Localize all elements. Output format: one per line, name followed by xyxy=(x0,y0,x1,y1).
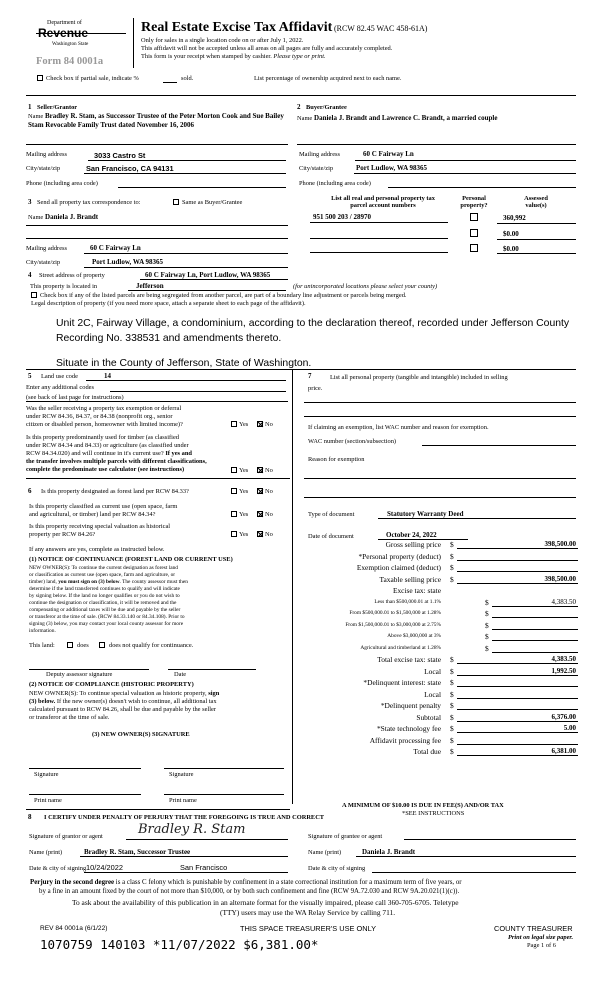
calc-label: Excise tax: state xyxy=(392,586,441,595)
historic-yes-checkbox[interactable] xyxy=(231,531,237,537)
s3-mail-label: Mailing address xyxy=(26,245,67,252)
grantee-signature[interactable] xyxy=(404,839,576,840)
new-owner-signature-title: (3) NEW OWNER(S) SIGNATURE xyxy=(92,731,190,738)
calc-label: *Delinquent interest: state xyxy=(363,678,441,687)
current-use-q-line1: Is this property classified as current use (open space, farm xyxy=(29,503,178,510)
current-use-no-label: No xyxy=(265,511,273,518)
dollar-sign: $ xyxy=(485,621,489,630)
county-treasurer-label: COUNTY TREASURER xyxy=(494,924,573,933)
assessed-rule1 xyxy=(497,223,576,224)
land-use-label: Land use code xyxy=(41,373,78,380)
s7-title2: price. xyxy=(308,385,323,392)
calc-value[interactable]: 398,500.00 xyxy=(544,575,576,583)
calc-label: *Delinquent penalty xyxy=(380,701,441,710)
s3-number: 3 xyxy=(28,198,32,206)
tax-contact-name: Daniela J. Brandt xyxy=(45,213,99,221)
segregated-label: Check box if any of the listed parcels are being segregated from another parcel, are part of a boundary line adjustment or parcels being merged. xyxy=(40,292,407,299)
calc-value[interactable]: 1,992.50 xyxy=(551,667,576,675)
dollar-sign: $ xyxy=(450,552,454,561)
tax-contact-mail[interactable]: 60 C Fairway Ln xyxy=(90,244,141,252)
header-line3-text: This form is your receipt when stamped by cashier. xyxy=(141,53,272,60)
timber-no-checkbox[interactable] xyxy=(257,467,263,473)
personal-property-checkbox-2[interactable] xyxy=(470,229,478,237)
grantee-date-field[interactable] xyxy=(372,872,576,873)
dollar-sign: $ xyxy=(450,575,454,584)
forest-q: Is this property designated as forest land per RCW 84.33? xyxy=(41,488,189,495)
assessed-value-1[interactable]: 360,992 xyxy=(503,214,526,222)
forest-no-label: No xyxy=(265,488,273,495)
seller-name: Bradley R. Stam, as Successor Trustee of the Peter Morton Cook and Sue Bailey Stam Revocable Family Trust dated November 16, 2006 xyxy=(28,112,284,129)
dollar-sign: $ xyxy=(450,678,454,687)
dollar-sign: $ xyxy=(485,644,489,653)
assessed-value-2[interactable]: $0.00 xyxy=(503,230,519,238)
calc-value[interactable]: 398,500.00 xyxy=(544,540,576,548)
doc-type-rule xyxy=(378,518,576,519)
land-does-label: does xyxy=(77,642,89,649)
calc-value-rule xyxy=(492,606,578,607)
timber-q-line3-text: RCW 84.34.020) and will continue in it's current use? xyxy=(26,450,164,457)
compliance-title: (2) NOTICE OF COMPLIANCE (HISTORIC PROPERTY) xyxy=(29,681,194,688)
continuance-text-9: signing (3) below, you may contact your local county assessor for more xyxy=(29,621,184,627)
calc-label: Total due xyxy=(413,747,441,756)
s7-number: 7 xyxy=(308,372,312,380)
perjury-text1: is a class C felony which is punishable by confinement in a state correctional institution for a maximum term of five years, or xyxy=(114,879,462,886)
s3-name-rule2 xyxy=(26,238,288,239)
buyer-name: Daniela J. Brandt and Lawrence C. Brandt, a married couple xyxy=(314,114,498,122)
personal-property-field-2[interactable] xyxy=(304,416,576,417)
calc-label: From $1,500,000.01 to $3,000,000 at 2.75% xyxy=(345,622,441,628)
personal-col-header1: Personal xyxy=(462,195,486,202)
s2-mail-label: Mailing address xyxy=(299,151,340,158)
timber-no-label: No xyxy=(265,467,273,474)
current-use-no-checkbox[interactable] xyxy=(257,511,263,517)
calc-label: Taxable selling price xyxy=(379,575,441,584)
forest-no-checkbox[interactable] xyxy=(257,488,263,494)
historic-no-label: No xyxy=(265,531,273,538)
deputy-date-label: Date xyxy=(174,671,187,678)
grantor-sign-date[interactable]: 10/24/2022 xyxy=(86,863,123,872)
grantor-date-label: Date & city of signing xyxy=(29,865,87,872)
calc-value[interactable]: 5.00 xyxy=(563,724,576,732)
calc-label: Total excise tax: state xyxy=(377,655,441,664)
continuance-text-8: or transferor at the time of sale. (RCW 84.33.140 or 84.34.108). Prior to xyxy=(29,614,185,620)
calc-value-rule xyxy=(457,721,578,722)
s5-bottom-rule xyxy=(26,478,290,479)
s2-mail-rule xyxy=(355,160,576,161)
timber-q-line3 xyxy=(26,450,192,457)
parcel-rule1 xyxy=(310,222,448,223)
certification-statement: I CERTIFY UNDER PENALTY OF PERJURY THAT THE FOREGOING IS TRUE AND CORRECT xyxy=(44,814,325,821)
exemption-reason-field-2[interactable] xyxy=(304,497,576,498)
dor-logo-state: Washington State xyxy=(52,41,89,47)
s3-city-label: City/state/zip xyxy=(26,259,61,266)
assessed-col-header1: Assessed xyxy=(524,195,548,202)
dollar-sign: $ xyxy=(450,713,454,722)
tax-contact-city[interactable]: Port Ludlow, WA 98365 xyxy=(92,258,164,266)
additional-codes-label: Enter any additional codes xyxy=(26,384,94,391)
calc-value-rule xyxy=(457,583,578,584)
county-rule xyxy=(128,290,286,291)
current-use-q-line2: and agricultural, or timber) land per RCW 84.34? xyxy=(29,511,156,518)
s4-number: 4 xyxy=(28,271,32,279)
personal-property-checkbox-3[interactable] xyxy=(470,244,478,252)
legal-description-label: Legal description of property (if you need more space, attach a separate sheet to each page of the affidavit). xyxy=(31,300,306,307)
historic-yes-label: Yes xyxy=(239,531,249,538)
county-field[interactable]: Jefferson xyxy=(136,282,164,290)
wac-field[interactable] xyxy=(422,445,576,446)
compliance-text-4: or transferor at the time of sale. xyxy=(29,714,110,721)
perjury-bold: Perjury in the second degree xyxy=(30,879,115,886)
parcel-number-1[interactable]: 951 500 203 / 28970 xyxy=(313,213,371,221)
land-does-checkbox[interactable] xyxy=(67,642,73,648)
title-text: Real Estate Excise Tax Affidavit xyxy=(141,20,333,35)
s1-name-label: Name xyxy=(28,113,44,120)
land-does-not-checkbox[interactable] xyxy=(99,642,105,648)
calc-value-rule xyxy=(457,663,578,664)
grantor-signature[interactable]: Bradley R. Stam xyxy=(138,822,246,837)
legal-size-note: Print on legal size paper. xyxy=(508,934,574,941)
calc-value-rule xyxy=(457,571,578,572)
s3-city-rule xyxy=(84,267,288,268)
s2-title: Buyer/Grantee xyxy=(306,104,347,111)
continuance-text-2: or classification as current use (open space, farm and agriculture, or xyxy=(29,572,176,578)
located-label: This property is located in xyxy=(30,283,98,290)
form-title xyxy=(141,20,427,36)
calc-label: Local xyxy=(424,667,441,676)
signature-label-1: Signature xyxy=(34,771,59,778)
land-does-not-label: does not qualify for continuance. xyxy=(109,642,194,649)
continuance-text-3b: you must sign on (3) below xyxy=(58,579,120,585)
same-as-buyer-label: Same as Buyer/Grantee xyxy=(182,199,243,206)
exemption-q-line3: citizen or disabled person, homeowner with limited income)? xyxy=(26,421,183,428)
grantor-print-name[interactable]: Bradley R. Stam, Successor Trustee xyxy=(84,848,191,856)
column-divider xyxy=(292,370,293,804)
s5-rule xyxy=(26,401,288,402)
compliance-text-2b: If the new owner(s) doesn't wish to continue, all additional tax xyxy=(56,698,217,705)
header-line2: This affidavit will not be accepted unless all areas on all pages are fully and accurately completed. xyxy=(141,45,393,52)
timber-yes-checkbox[interactable] xyxy=(231,467,237,473)
calc-value-rule xyxy=(457,560,578,561)
rev-number: REV 84 0001a (6/1/22) xyxy=(40,925,108,932)
timber-q-line2: under RCW 84.34 and 84.33) or agriculture (as classified under xyxy=(26,442,189,449)
partial-sale-label: Check box if partial sale, indicate % xyxy=(46,75,139,82)
historic-q-line1: Is this property receiving special valuation as historical xyxy=(29,523,171,530)
s4-bottom-rule xyxy=(26,369,576,370)
unincorporated-note: (for unincorporated locations please select your county) xyxy=(293,283,438,290)
calc-value[interactable]: 4,383.50 xyxy=(551,598,576,606)
timber-q-line3-bold: If yes and xyxy=(165,450,192,457)
calc-label: Affidavit processing fee xyxy=(369,736,441,745)
dollar-sign: $ xyxy=(485,598,489,607)
calc-label: Gross selling price xyxy=(385,540,441,549)
dollar-sign: $ xyxy=(450,701,454,710)
continuance-text-7: compensating or additional taxes will be due and payable by the seller xyxy=(29,607,181,613)
calc-value-rule xyxy=(492,652,578,653)
sold-label: sold. xyxy=(181,75,194,82)
s3-mail-rule xyxy=(84,253,288,254)
calc-label: Less than $500,000.01 at 1.1% xyxy=(374,599,441,605)
new-owner-print-2[interactable] xyxy=(164,794,284,795)
new-owner-signature-2[interactable] xyxy=(164,768,284,769)
continuance-text-3c: . The county assessor must then xyxy=(119,579,188,585)
calc-label: *Personal property (deduct) xyxy=(358,552,441,561)
continuance-text-10: information. xyxy=(29,628,56,634)
grantor-sig-rule xyxy=(126,839,288,840)
doc-type-value[interactable]: Statutory Warranty Deed xyxy=(387,510,464,518)
perjury-line2: by a fine in an amount fixed by the court of not more than $10,000, or by both such confinement and fine (RCW 9A.72.030 and RCW 9A.20.021(1)(c)). xyxy=(39,888,460,895)
doc-date-label: Date of document xyxy=(308,533,354,540)
current-use-yes-label: Yes xyxy=(239,511,249,518)
alt-format-line1: To ask about the availability of this publication in an alternate format for the visually impaired, please call 360-705-6705. Teletype xyxy=(72,898,459,907)
personal-property-checkbox-1[interactable] xyxy=(470,213,478,221)
grantor-date-rule xyxy=(84,872,288,873)
seller-mail[interactable]: 3033 Castro St xyxy=(94,151,146,160)
calc-value[interactable]: 6,376.00 xyxy=(551,713,576,721)
continuance-title: (1) NOTICE OF CONTINUANCE (FOREST LAND OR CURRENT USE) xyxy=(29,556,233,563)
s5-number: 5 xyxy=(28,372,32,380)
assessed-value-3[interactable]: $0.00 xyxy=(503,245,519,253)
exemption-no-label: No xyxy=(265,421,273,428)
wac-label: WAC number (section/subsection) xyxy=(308,438,397,445)
s1-phone-label: Phone (including area code) xyxy=(26,180,98,187)
parcel-col-header1: List all real and personal property tax xyxy=(331,195,435,202)
compliance-text-2a: (3) below. xyxy=(29,698,56,705)
pct-note: List percentage of ownership acquired next to each name. xyxy=(254,75,402,82)
s3-title: Send all property tax correspondence to: xyxy=(37,199,141,206)
calc-value-rule xyxy=(457,744,578,745)
s3-name-field[interactable] xyxy=(28,213,98,221)
s4-title: Street address of property xyxy=(39,272,105,279)
compliance-text-1b: sign xyxy=(208,690,220,697)
see-back-note: (see back of last page for instructions) xyxy=(26,394,124,401)
parcel-rule2 xyxy=(310,238,448,239)
deputy-signature-label: Deputy assessor signature xyxy=(46,671,113,678)
s1-mail-label: Mailing address xyxy=(26,151,67,158)
assessed-col-header2: value(s) xyxy=(525,202,547,209)
grantee-name-label: Name (print) xyxy=(308,849,342,856)
exemption-no-checkbox[interactable] xyxy=(257,421,263,427)
deputy-signature-field[interactable] xyxy=(29,669,149,670)
personal-property-field-1[interactable] xyxy=(304,402,576,403)
compliance-text-2 xyxy=(29,698,217,705)
s4-address-rule xyxy=(140,279,288,280)
partial-pct-field[interactable] xyxy=(163,82,177,83)
grantor-name-rule xyxy=(80,856,288,857)
calc-label: Local xyxy=(424,690,441,699)
alt-format-line2: (TTY) users may use the WA Relay Service by calling 711. xyxy=(220,908,396,917)
parcel-rule3 xyxy=(310,252,448,253)
exemption-claim-label: If claiming an exemption, list WAC number and reason for exemption. xyxy=(308,424,489,431)
partial-sale-checkbox[interactable] xyxy=(37,75,43,81)
new-owner-print-1[interactable] xyxy=(29,794,141,795)
s1-title: Seller/Grantor xyxy=(37,104,78,111)
header-line3-italic: Please type or print. xyxy=(273,53,326,60)
calc-label: Above $3,000,000 at 3% xyxy=(387,633,441,639)
calc-label: Subtotal xyxy=(416,713,441,722)
dollar-sign: $ xyxy=(450,736,454,745)
assessed-rule3 xyxy=(497,253,576,254)
minimum-due-note: A MINIMUM OF $10.00 IS DUE IN FEE(S) AND/OR TAX xyxy=(342,802,504,809)
legal-description-line1[interactable]: Unit 2C, Fairway Village, a condominium, according to the declaration thereof, recorded under Jefferson County xyxy=(56,318,570,329)
timber-q-line4: the transfer involves multiple parcels with different classifications, xyxy=(26,458,207,465)
continuance-text-1: NEW OWNER(S): To continue the current designation as forest land xyxy=(29,565,178,571)
calc-value-rule xyxy=(492,629,578,630)
s2-city-label: City/state/zip xyxy=(299,165,334,172)
page-number: Page 1 of 6 xyxy=(527,942,556,949)
dor-logo-revenue: Revenue xyxy=(38,26,89,40)
s8-top-rule-left xyxy=(26,809,290,810)
see-instructions-note: *SEE INSTRUCTIONS xyxy=(402,810,465,817)
s1-city-label: City/state/zip xyxy=(26,165,61,172)
grantor-sig-label: Signature of grantor or agent xyxy=(29,833,103,840)
grantee-date-label: Date & city of signing xyxy=(308,865,366,872)
s8-number: 8 xyxy=(28,813,32,821)
calc-value[interactable]: 6,381.00 xyxy=(551,747,576,755)
doc-date-value[interactable]: October 24, 2022 xyxy=(386,531,437,539)
buyer-phone[interactable] xyxy=(388,187,576,188)
forest-yes-checkbox[interactable] xyxy=(231,488,237,494)
print-name-label-2: Print name xyxy=(169,797,197,804)
calc-value-rule xyxy=(457,686,578,687)
property-address[interactable]: 60 C Fairway Ln, Port Ludlow, WA 98365 xyxy=(145,271,271,279)
continuance-text-5: by signing below. If the land no longer qualifies or you do not wish to xyxy=(29,593,180,599)
continuance-text-3 xyxy=(29,579,188,585)
timber-q-line5: complete the predominate use calculator (see instructions) xyxy=(26,466,185,473)
dollar-sign: $ xyxy=(450,690,454,699)
header-divider xyxy=(133,18,134,68)
grantee-name-rule xyxy=(356,856,576,857)
timber-q-line1: Is this property predominantly used for timber (as classified xyxy=(26,434,179,441)
logo-rule xyxy=(36,33,126,34)
s2-phone-label: Phone (including area code) xyxy=(299,180,371,187)
grantee-print-name[interactable]: Daniela J. Brandt xyxy=(362,848,416,856)
print-name-label-1: Print name xyxy=(34,797,62,804)
buyer-name-field[interactable] xyxy=(297,114,497,122)
same-as-buyer-checkbox[interactable] xyxy=(173,199,179,205)
legal-description-line2[interactable]: Recording No. 338531 and amendments thereto. xyxy=(56,333,282,344)
forest-yes-label: Yes xyxy=(239,488,249,495)
calc-label: *State technology fee xyxy=(376,724,441,733)
compliance-text-1a: NEW OWNER(S): To continue special valuation as historic property, xyxy=(29,690,207,697)
s6-number: 6 xyxy=(28,487,32,495)
additional-codes-field[interactable] xyxy=(110,391,286,392)
s2-city-rule xyxy=(354,173,576,174)
timber-yes-label: Yes xyxy=(239,467,249,474)
parcel-col-header2: parcel account numbers xyxy=(350,202,416,209)
s3-name-rule1 xyxy=(26,225,288,226)
if-yes-note: If any answers are yes, complete as instructed below. xyxy=(29,546,165,553)
exemption-yes-label: Yes xyxy=(239,421,249,428)
buyer-mail[interactable]: 60 C Fairway Ln xyxy=(363,150,414,158)
continuance-text-3a: timber) land, xyxy=(29,579,57,585)
s1-mail-rule xyxy=(88,160,286,161)
seller-city[interactable]: San Francisco, CA 94131 xyxy=(86,164,174,173)
dollar-sign: $ xyxy=(450,655,454,664)
dollar-sign: $ xyxy=(485,632,489,641)
treasurer-stamp: 1070759 140103 *11/07/2022 $6,381.00* xyxy=(40,937,319,952)
form-number: Form 84 0001a xyxy=(36,56,104,67)
dollar-sign: $ xyxy=(450,747,454,756)
dollar-sign: $ xyxy=(450,667,454,676)
historic-q-line2: property per RCW 84.26? xyxy=(29,531,96,538)
s1-number: 1 xyxy=(28,103,32,111)
land-use-code[interactable]: 14 xyxy=(104,372,111,380)
exemption-reason-label: Reason for exemption xyxy=(308,456,365,463)
calc-value-rule xyxy=(457,698,578,699)
calc-value-rule xyxy=(457,755,578,756)
buyer-city[interactable]: Port Ludlow, WA 98365 xyxy=(356,164,428,172)
continuance-text-6: continue the designation or classification, it will be removed and the xyxy=(29,600,177,606)
perjury-line1 xyxy=(30,879,462,886)
calc-label: Agricultural and timberland at 1.28% xyxy=(360,645,441,651)
historic-no-checkbox[interactable] xyxy=(257,531,263,537)
s1-name-rule xyxy=(26,144,288,145)
legal-description-line3[interactable]: Situate in the County of Jefferson, State of Washington. xyxy=(56,358,312,369)
top-rule xyxy=(26,95,576,96)
calc-value[interactable]: 4,383.50 xyxy=(551,655,576,663)
dollar-sign: $ xyxy=(450,540,454,549)
exemption-q-line1: Was the seller receiving a property tax exemption or deferral xyxy=(26,405,182,412)
calc-value-rule xyxy=(457,548,578,549)
header-line3 xyxy=(141,53,326,60)
s3-name-label: Name xyxy=(28,214,44,221)
compliance-text-3: calculated pursuant to RCW 84.26, shall be due and payable by the seller xyxy=(29,706,216,713)
assessed-rule2 xyxy=(497,239,576,240)
current-use-yes-checkbox[interactable] xyxy=(231,511,237,517)
calc-value-rule xyxy=(457,709,578,710)
header-line1: Only for sales in a single location code on or after July 1, 2022. xyxy=(141,37,304,44)
new-owner-signature-1[interactable] xyxy=(29,768,141,769)
calc-label: Exemption claimed (deduct) xyxy=(356,563,441,572)
grantor-name-label: Name (print) xyxy=(29,849,63,856)
doc-type-label: Type of document xyxy=(308,511,355,518)
deputy-date-field[interactable] xyxy=(168,669,256,670)
signature-label-2: Signature xyxy=(169,771,194,778)
exemption-q-line2: under RCW 84.36, 84.37, or 84.38 (nonprofit org., senior xyxy=(26,413,173,420)
treasurer-use-label: THIS SPACE TREASURER'S USE ONLY xyxy=(240,924,377,933)
dollar-sign: $ xyxy=(450,724,454,733)
calc-value-rule xyxy=(492,617,578,618)
s7-title: List all personal property (tangible and intangible) included in selling xyxy=(330,374,508,381)
dollar-sign: $ xyxy=(450,563,454,572)
rcw-text: (RCW 82.45 WAC 458-61A) xyxy=(333,24,428,33)
calc-value-rule xyxy=(457,732,578,733)
s1-city-rule xyxy=(84,173,286,174)
dollar-sign: $ xyxy=(485,609,489,618)
seller-name-field[interactable] xyxy=(28,112,286,130)
continuance-text-4: determine if the land transferred continues to qualify and will indicate xyxy=(29,586,180,592)
calc-value-rule xyxy=(457,675,578,676)
this-land-label: This land: xyxy=(29,642,55,649)
s2-name-rule xyxy=(297,144,576,145)
calc-label: From $500,000.01 to $1,500,000 at 1.28% xyxy=(349,610,441,616)
s2-number: 2 xyxy=(297,103,301,111)
seller-phone[interactable] xyxy=(118,187,286,188)
segregated-checkbox[interactable] xyxy=(31,292,37,298)
s2-name-label: Name xyxy=(297,115,313,122)
dor-logo-line1: Department of xyxy=(47,20,82,26)
personal-col-header2: property? xyxy=(460,202,488,209)
calc-value-rule xyxy=(492,640,578,641)
grantor-sign-city[interactable]: San Francisco xyxy=(180,863,228,872)
land-use-rule xyxy=(86,380,286,381)
compliance-text-1 xyxy=(29,690,219,697)
exemption-reason-field-1[interactable] xyxy=(304,478,576,479)
exemption-yes-checkbox[interactable] xyxy=(231,421,237,427)
grantee-sig-label: Signature of grantee or agent xyxy=(308,833,383,840)
